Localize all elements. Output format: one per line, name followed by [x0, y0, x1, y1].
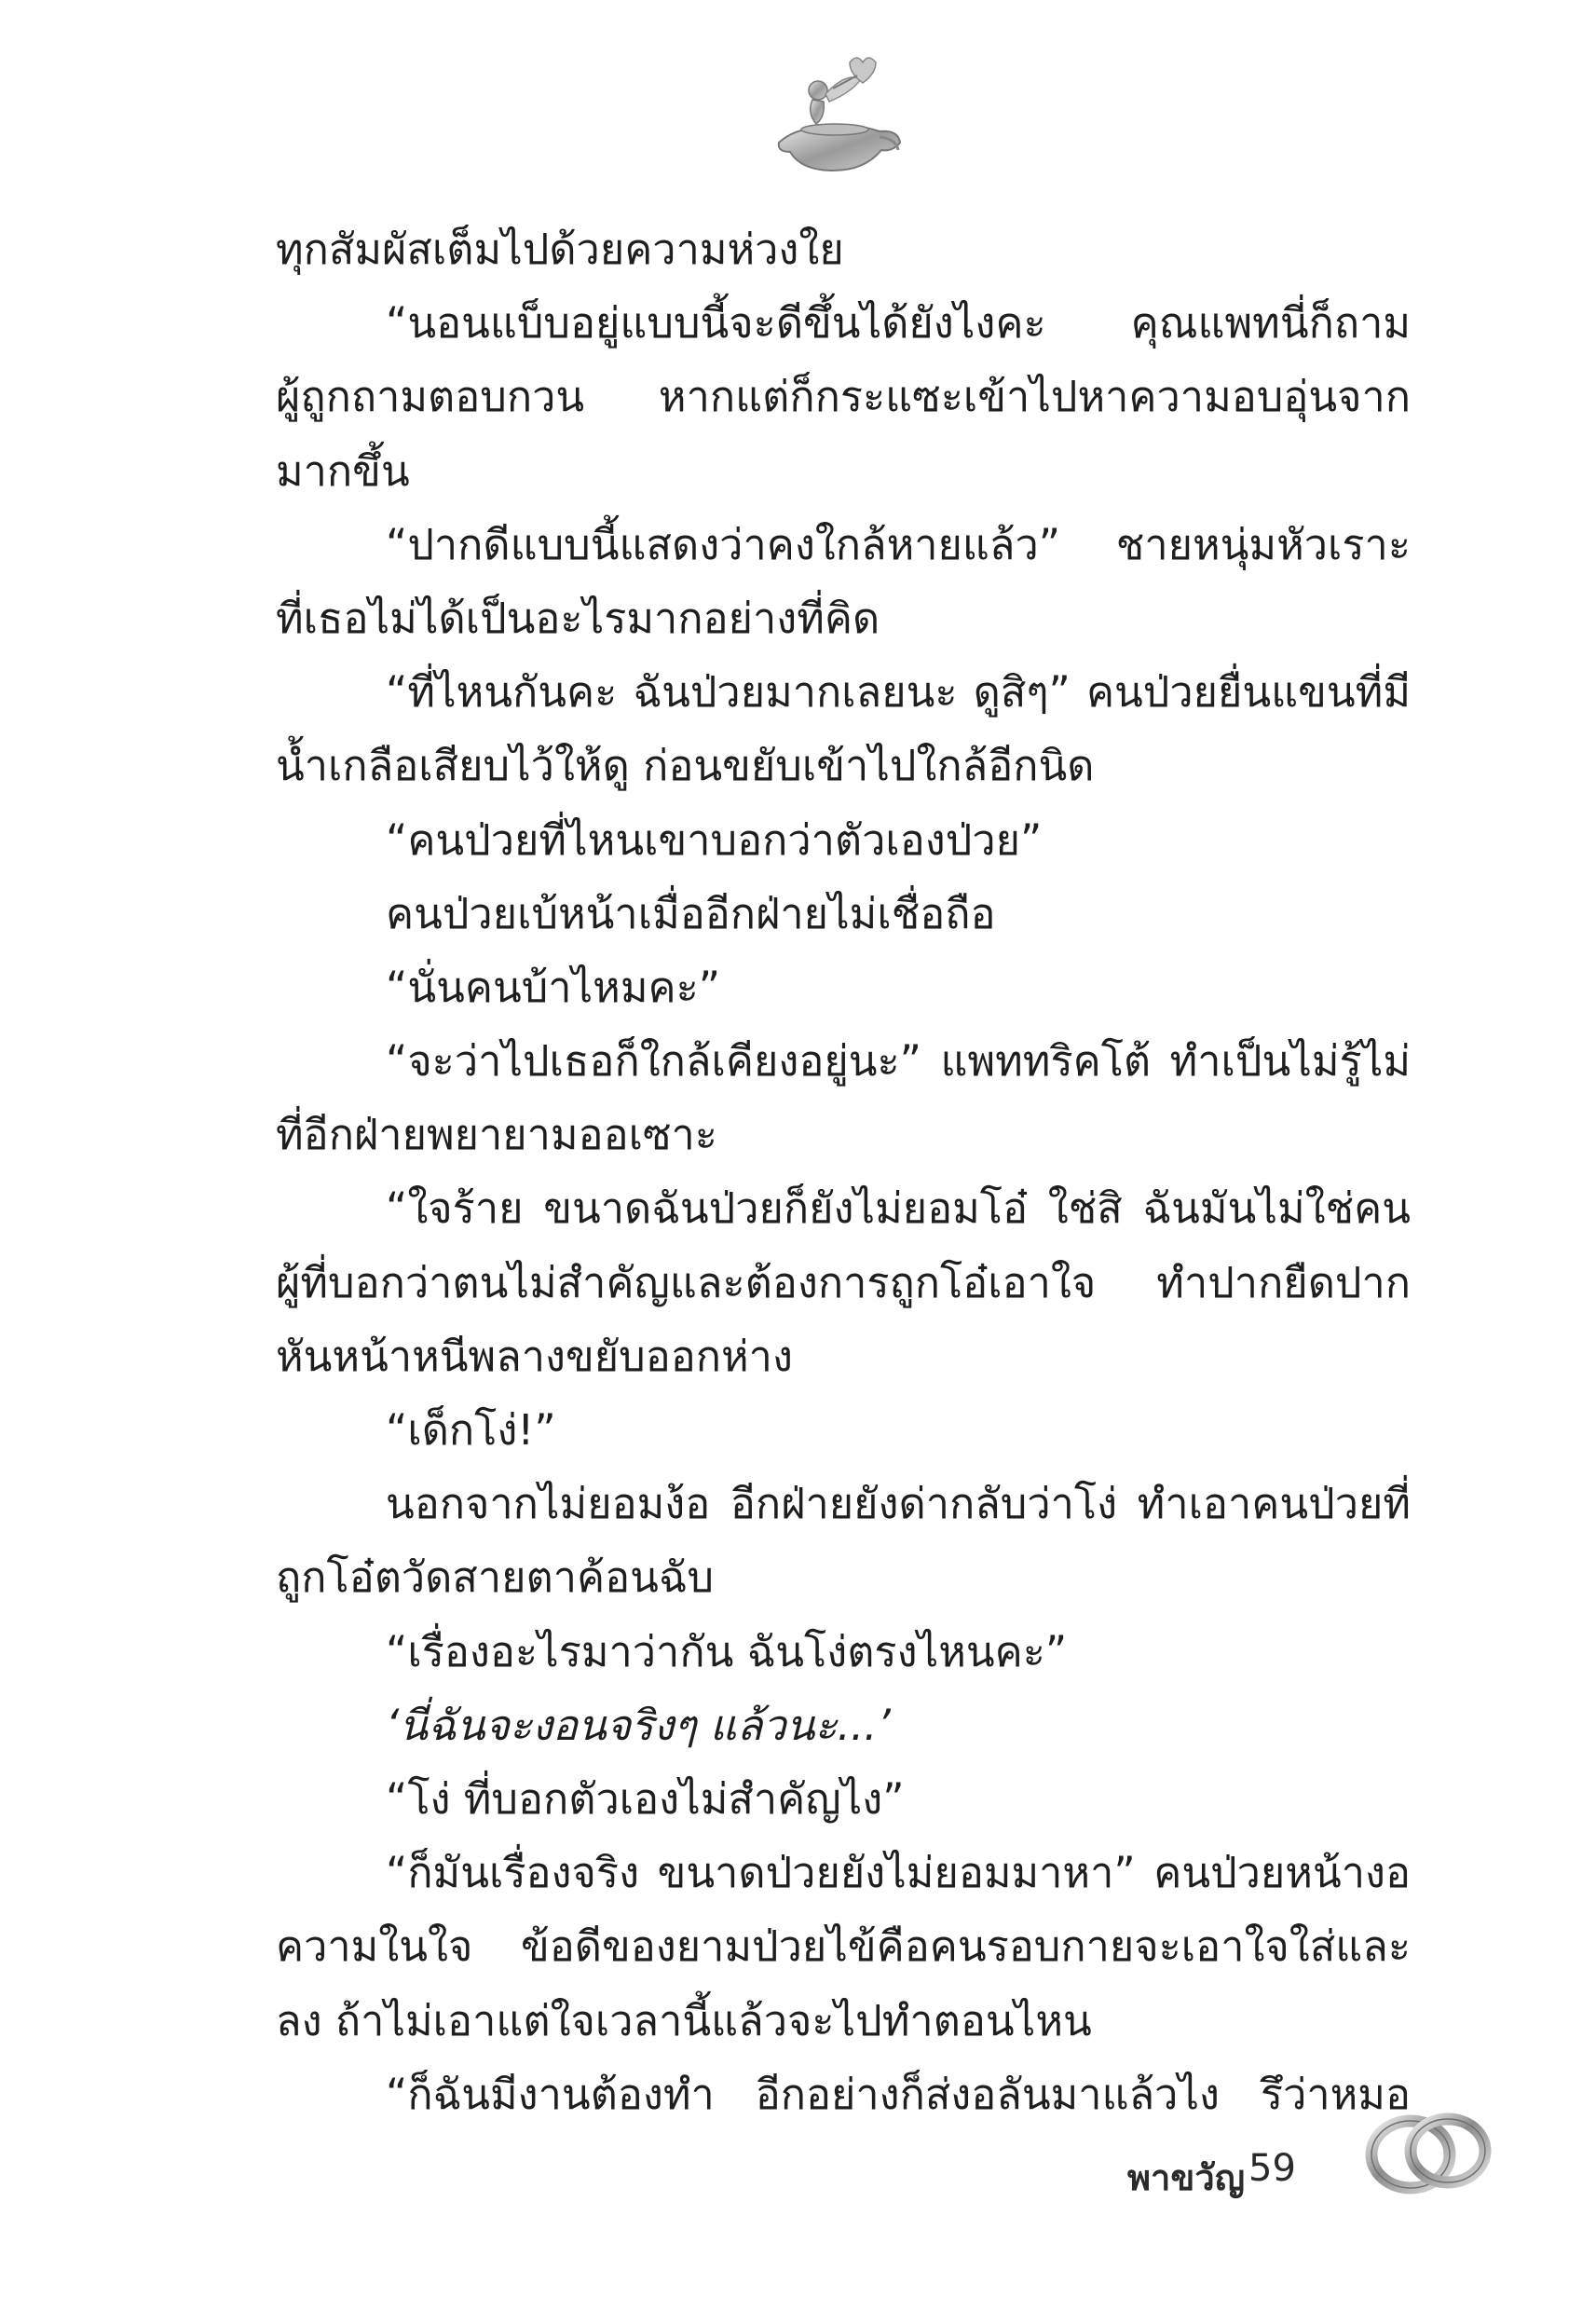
text-line: “เด็กโง่!” — [386, 1405, 556, 1455]
text-line: “ก็มันเรื่องจริง ขนาดป่วยยังไม่ยอมมาหา” คนป่วยหน้างอ — [386, 1848, 1411, 1898]
wedding-rings-icon — [1358, 2097, 1498, 2208]
text-line: คนป่วยเบ้หน้าเมื่ออีกฝ่ายไม่เชื่อถือ — [386, 888, 996, 938]
text-line: ผู้ถูกถามตอบกวน หากแต่ก็กระแซะเข้าไปหาความอบอุ่นจาก — [276, 372, 1411, 422]
text-line: “ใจร้าย ขนาดฉันป่วยก็ยังไม่ยอมโอ๋ ใช่สิ ฉันมันไม่ใช่คน — [386, 1183, 1411, 1234]
text-line: ที่อีกฝ่ายพยายามออเซาะ — [276, 1110, 717, 1160]
text-line: ทุกสัมผัสเต็มไปด้วยความห่วงใย — [276, 225, 844, 274]
cupid-teapot-icon — [760, 51, 909, 182]
text-line: “นั่นคนบ้าไหมคะ” — [386, 962, 721, 1012]
text-line: “ที่ไหนกันคะ ฉันป่วยมากเลยนะ ดูสิๆ” คนป่วยยื่นแขนที่มี — [386, 667, 1411, 718]
book-title: พาขวัญ — [1127, 2157, 1246, 2198]
text-line: ‘นี่ฉันจะงอนจริงๆ แล้วนะ...’ — [386, 1700, 891, 1750]
text-line: ผู้ที่บอกว่าตนไม่สำคัญและต้องการถูกโอ๋เอาใจ ทำปากยืดปาก — [276, 1257, 1411, 1307]
body-text — [276, 212, 1411, 2131]
text-line: ลง ถ้าไม่เอาแต่ใจเวลานี้แล้วจะไปทำตอนไหน — [276, 1995, 1092, 2045]
text-line: “โง่ ที่บอกตัวเองไม่สำคัญไง” — [386, 1773, 905, 1824]
text-line: “เรื่องอะไรมาว่ากัน ฉันโง่ตรงไหนคะ” — [386, 1626, 1068, 1676]
text-line: นอกจากไม่ยอมง้อ อีกฝ่ายยังด่ากลับว่าโง่ ทำเอาคนป่วยที่ — [386, 1479, 1411, 1529]
text-line: มากขึ้น — [276, 445, 410, 496]
text-line: “ก็ฉันมีงานต้องทำ อีกอย่างก็ส่งอลันมาแล้วไง รึว่าหมอ — [386, 2069, 1411, 2119]
text-line: “นอนแบ็บอยู่แบบนี้จะดีขึ้นได้ยังไงคะ คุณแพทนี่ก็ถาม — [386, 298, 1411, 349]
text-line: ที่เธอไม่ได้เป็นอะไรมากอย่างที่คิด — [276, 593, 880, 643]
text-line: “ปากดีแบบนี้แสดงว่าคงใกล้หายแล้ว” ชายหนุ่มหัวเราะ — [386, 519, 1411, 569]
text-line: ถูกโอ๋ตวัดสายตาค้อนฉับ — [276, 1552, 715, 1603]
text-line: หันหน้าหนีพลางขยับออกห่าง — [276, 1331, 793, 1381]
text-line: “คนป่วยที่ไหนเขาบอกว่าตัวเองป่วย” — [386, 814, 1043, 865]
text-line: “จะว่าไปเธอก็ใกล้เคียงอยู่นะ” แพททริคโต้ ทำเป็นไม่รู้ไม่ — [386, 1036, 1411, 1087]
text-line: น้ำเกลือเสียบไว้ให้ดู ก่อนขยับเข้าไปใกล้อีกนิด — [276, 741, 1095, 791]
page-number: 59 — [1248, 2147, 1296, 2190]
text-line: ความในใจ ข้อดีของยามป่วยไข้คือคนรอบกายจะเอาใจใส่และ — [276, 1921, 1411, 1972]
